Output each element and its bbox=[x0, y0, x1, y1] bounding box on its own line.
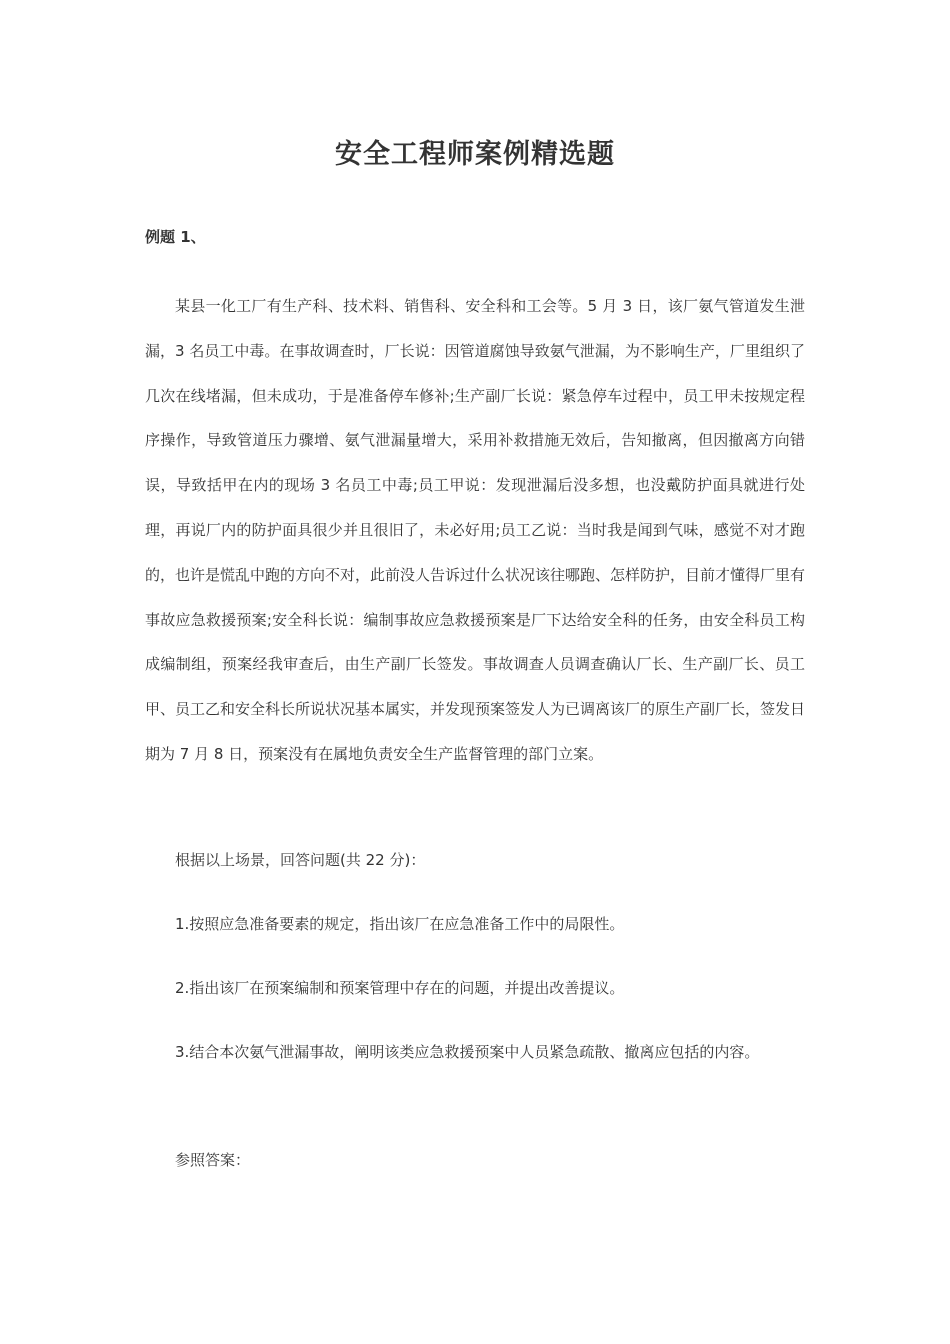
scene-prompt: 根据以上场景，回答问题(共 22 分)： bbox=[175, 851, 426, 869]
question-1: 1.按照应急准备要素的规定，指出该厂在应急准备工作中的局限性。 bbox=[175, 915, 625, 933]
example-label: 例题 1、 bbox=[145, 228, 206, 246]
question-2: 2.指出该厂在预案编制和预案管理中存在的问题，并提出改善提议。 bbox=[175, 979, 625, 997]
reference-answer-label: 参照答案： bbox=[175, 1151, 251, 1169]
case-description: 某县一化工厂有生产科、技术料、销售科、安全科和工会等。5 月 3 日，该厂氨气管道发生泄漏，3 名员工中毒。在事故调查时，厂长说：因管道腐蚀导致氨气泄漏，为不影响生产，厂里组织了几次在线堵漏，但未成功，于是准备停车修补;生产副厂长说：紧急停车过程中，员工甲未按规定程序操作，导致管道压力骤增、氨气泄漏量增大，采用补救措施无效后，告知撤离，但因撤离方向错误，导致括甲在内的现场 3 名员工中毒;员工甲说：发现泄漏后没多想，也没戴防护面具就进行处理，再说厂内的防护面具很少并且很旧了，未必好用;员工乙说：当时我是闻到气味，感觉不对才跑的，也许是慌乱中跑的方向不对，此前没人告诉过什么状况该往哪跑、怎样防护，目前才懂得厂里有事故应急救援预案;安全科长说：编制事故应急救援预案是厂下达给安全科的任务，由安全科员工构成编制组，预案经我审查后，由生产副厂长签发。事故调查人员调查确认厂长、生产副厂长、员工甲、员工乙和安全科长所说状况基本属实，并发现预案签发人为已调离该厂的原生产副厂长，签发日期为 7 月 8 日，预案没有在属地负责安全生产监督管理的部门立案。 bbox=[145, 297, 806, 763]
document-title: 安全工程师案例精选题 bbox=[335, 139, 615, 170]
question-3: 3.结合本次氨气泄漏事故，阐明该类应急救援预案中人员紧急疏散、撤离应包括的内容。 bbox=[175, 1043, 760, 1061]
